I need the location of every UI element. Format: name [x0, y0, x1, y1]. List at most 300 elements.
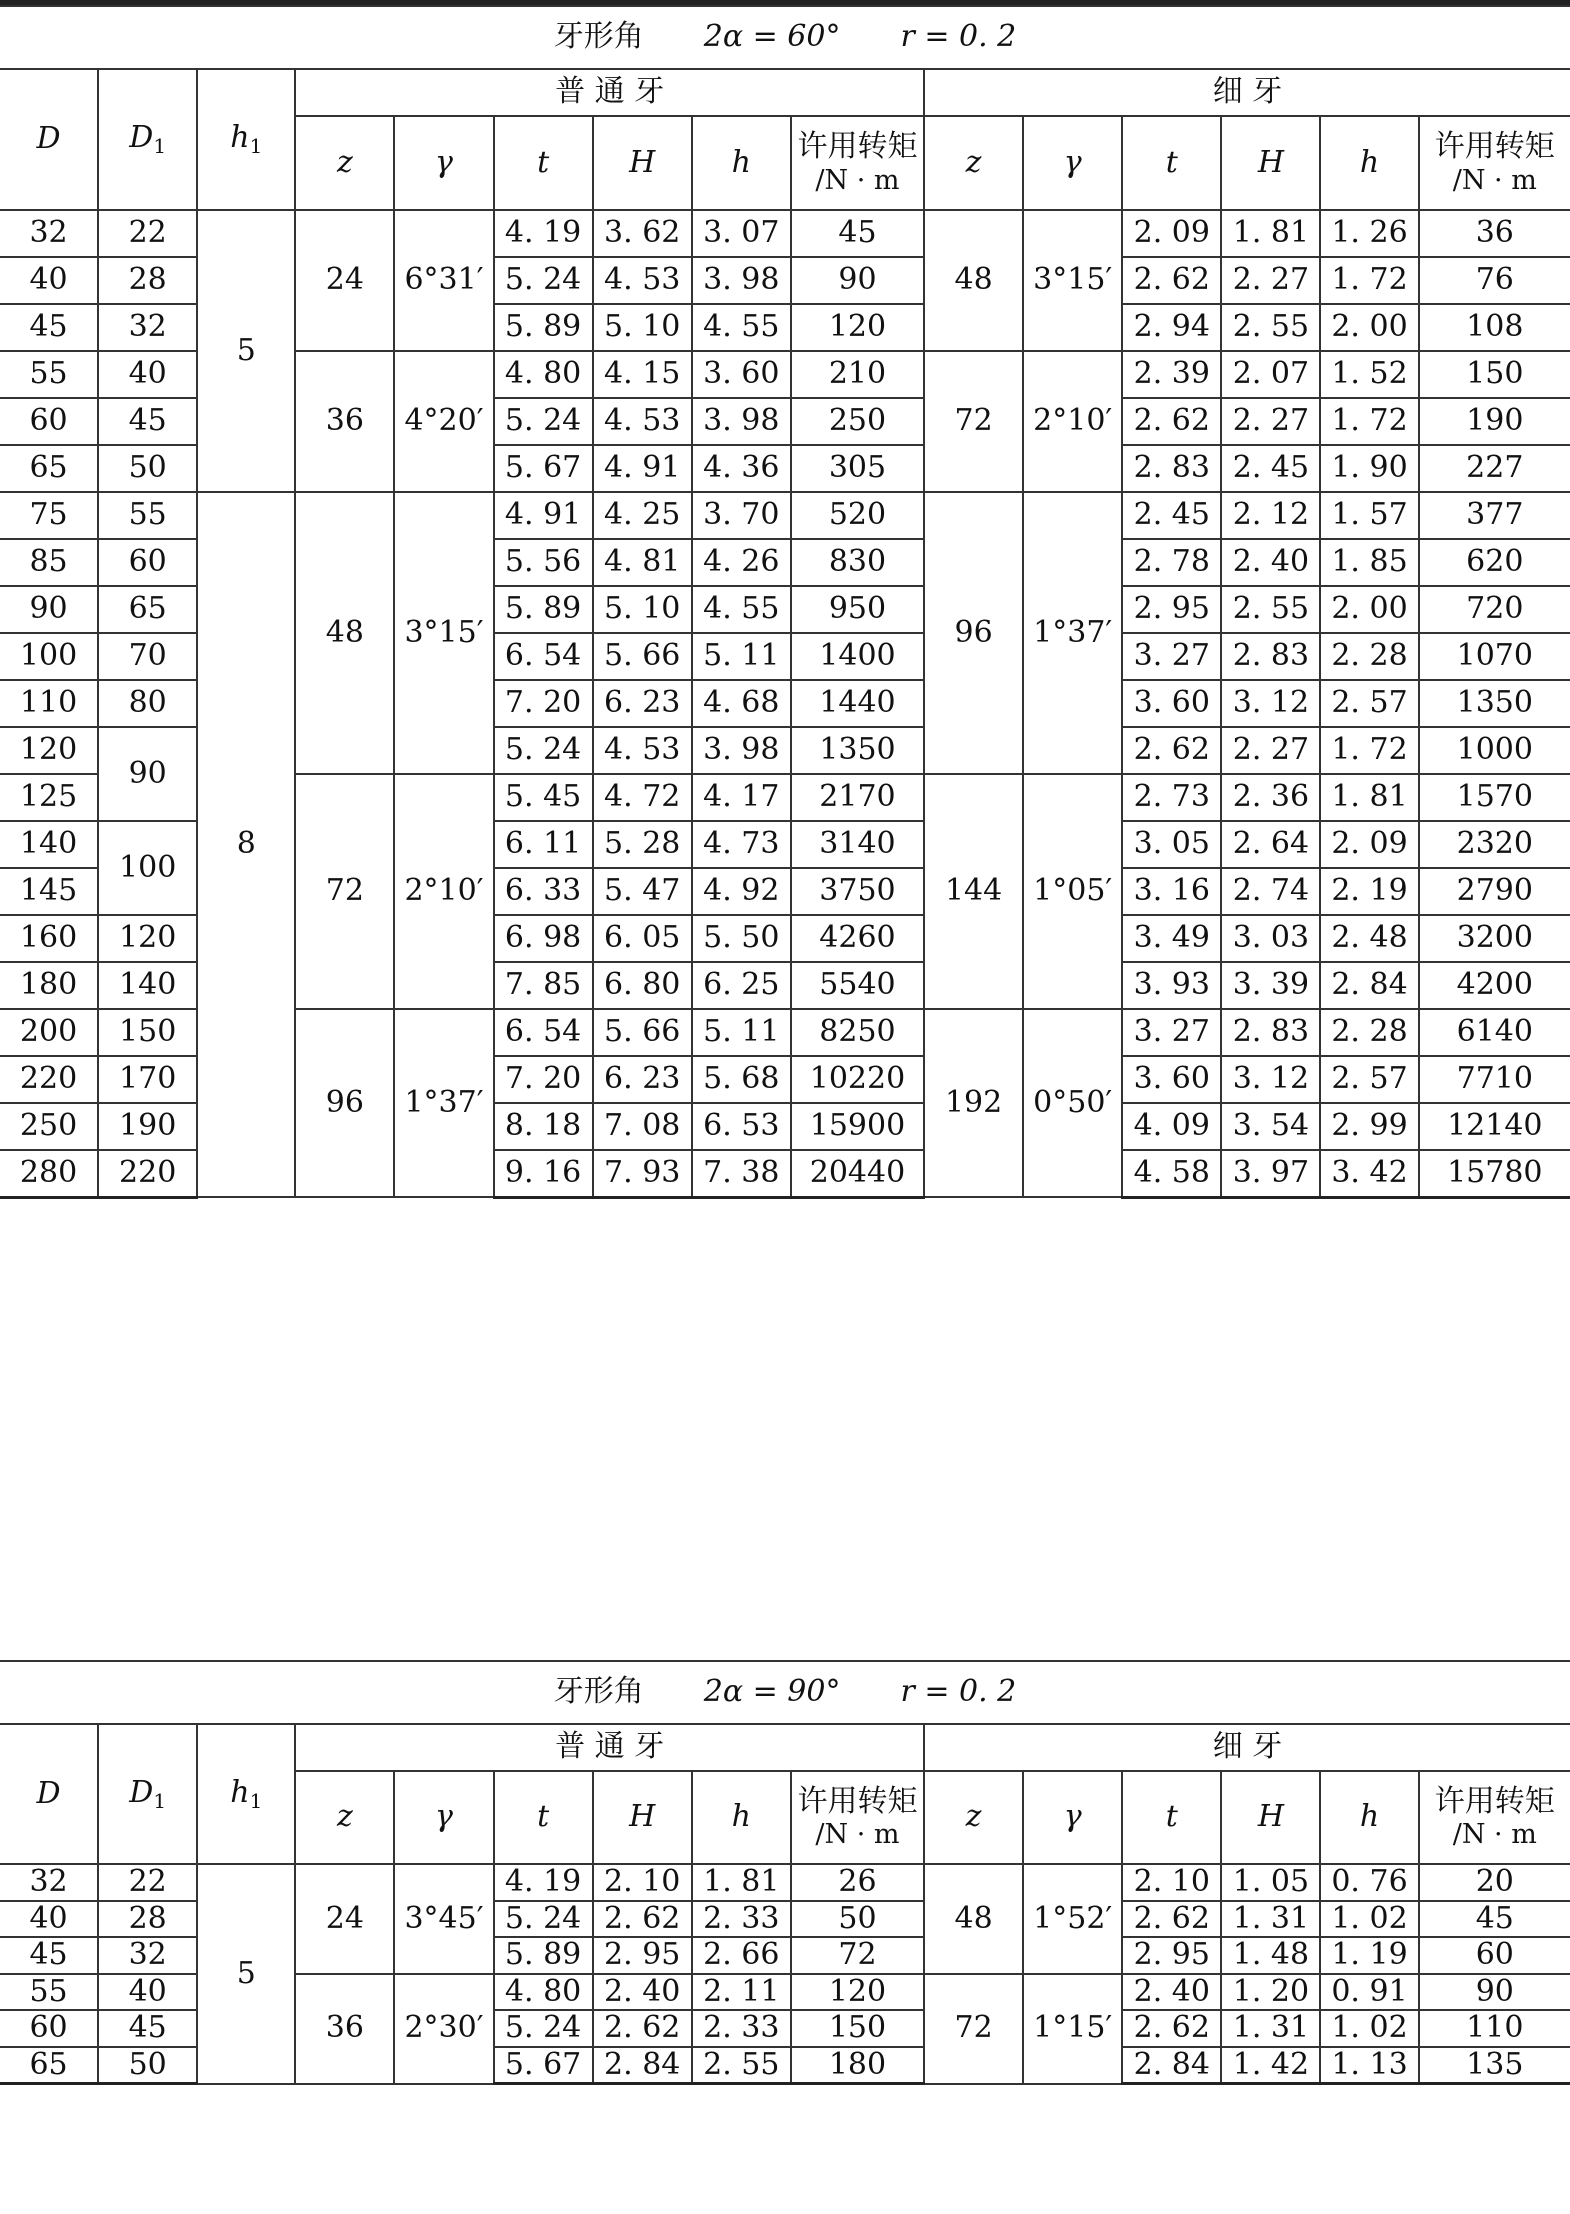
cell-fine-H-text: 2. 74: [1232, 873, 1310, 909]
cell-fine-H: [1221, 492, 1320, 539]
cell-normal-torque: [791, 492, 924, 539]
cell-fine-z-text: 144: [944, 873, 1003, 909]
cell-normal-torque: [791, 1103, 924, 1150]
cell-D: [0, 1937, 98, 1974]
cell-normal-H-text: 5. 10: [604, 309, 681, 345]
cell-fine-t: [1122, 1901, 1221, 1938]
cell-normal-t: [494, 257, 593, 304]
cell-normal-h: [692, 398, 791, 445]
cell-normal-H-text: 2. 95: [604, 1937, 681, 1972]
cell-fine-H-text: 1. 48: [1232, 1937, 1310, 1972]
cell-normal-z: [295, 1009, 394, 1197]
cell-normal-H: [593, 445, 692, 492]
cell-D1-text: 150: [119, 1014, 177, 1050]
cell-normal-torque-text: 305: [828, 450, 887, 486]
cell-fine-H: [1221, 1974, 1320, 2011]
fine-header-z: [924, 116, 1023, 210]
cell-fine-H: [1221, 821, 1320, 868]
cell-D: [0, 821, 98, 868]
cell-normal-H-text: 5. 66: [604, 1014, 681, 1050]
cell-normal-gamma-text: 4°20′: [404, 403, 484, 439]
normal-header-h-text: h: [731, 144, 751, 180]
header-h1-subscript: 1: [249, 134, 263, 158]
cell-fine-z: [924, 774, 1023, 1009]
cell-fine-gamma-text: 0°50′: [1033, 1084, 1113, 1120]
cell-fine-h-text: 1. 13: [1331, 2046, 1408, 2082]
cell-normal-torque: [791, 1009, 924, 1056]
cell-D: [0, 2010, 98, 2047]
cell-normal-torque-text: 1400: [819, 638, 896, 674]
cell-fine-H: [1221, 539, 1320, 586]
cell-normal-h-text: 7. 38: [703, 1155, 780, 1190]
caption-angle: 2α = 60°: [703, 19, 841, 55]
cell-fine-H-text: 3. 12: [1232, 685, 1310, 721]
cell-normal-torque-text: 20440: [809, 1155, 906, 1190]
header-D: [0, 1724, 98, 1864]
cell-fine-t-text: 3. 60: [1133, 1061, 1210, 1097]
cell-fine-h: [1320, 1864, 1418, 1901]
cell-h1: [197, 210, 295, 492]
cell-fine-z: [924, 1974, 1023, 2084]
cell-fine-t: [1122, 1009, 1221, 1056]
cell-normal-t-text: 4. 19: [504, 1864, 582, 1899]
cell-normal-t: [494, 1901, 593, 1938]
cell-fine-t-text: 2. 95: [1133, 1937, 1210, 1972]
cell-fine-t-text: 2. 62: [1133, 403, 1210, 439]
cell-fine-t-text: 2. 62: [1133, 1900, 1210, 1936]
caption-row: [0, 1661, 1570, 1724]
cell-normal-t: [494, 1103, 593, 1150]
cell-D1: [98, 539, 197, 586]
header-h1: [197, 1724, 295, 1864]
spline-table-2: [0, 1660, 1570, 2085]
cell-normal-t: [494, 539, 593, 586]
cell-fine-H: [1221, 1056, 1320, 1103]
cell-D: [0, 539, 98, 586]
cell-normal-H-text: 2. 84: [604, 2046, 681, 2082]
cell-normal-torque: [791, 257, 924, 304]
normal-header-gamma-text: γ: [435, 1799, 453, 1835]
cell-fine-gamma-text: 3°15′: [1033, 262, 1113, 298]
fine-header-t-text: t: [1165, 1799, 1178, 1835]
cell-normal-h-text: 2. 33: [703, 2010, 780, 2045]
cell-fine-h-text: 1. 02: [1331, 1900, 1408, 1936]
cell-normal-t: [494, 2047, 593, 2084]
cell-D1-text: 170: [119, 1061, 177, 1097]
cell-fine-z: [924, 492, 1023, 774]
cell-D1: [98, 492, 197, 539]
cell-fine-h: [1320, 304, 1418, 351]
cell-normal-gamma-text: 1°37′: [404, 1084, 484, 1120]
cell-normal-h: [692, 727, 791, 774]
cell-normal-H: [593, 398, 692, 445]
cell-normal-gamma-text: 6°31′: [404, 262, 484, 298]
cell-D: [0, 727, 98, 774]
cell-fine-H-text: 2. 55: [1232, 591, 1310, 627]
fine-header-H-text: H: [1257, 144, 1284, 180]
cell-fine-t: [1122, 257, 1221, 304]
cell-normal-H-text: 6. 05: [604, 920, 681, 956]
cell-fine-t-text: 2. 78: [1133, 544, 1210, 580]
cell-normal-H: [593, 492, 692, 539]
cell-fine-torque: [1419, 539, 1570, 586]
normal-header-gamma: [394, 116, 493, 210]
header-fine-tooth-text: 细 牙: [1212, 1729, 1283, 1765]
cell-D: [0, 1974, 98, 2011]
cell-fine-t: [1122, 398, 1221, 445]
cell-normal-h: [692, 445, 791, 492]
cell-fine-h-text: 2. 48: [1331, 920, 1408, 956]
cell-D1-text: 65: [128, 591, 167, 627]
cell-normal-h: [692, 915, 791, 962]
cell-normal-torque: [791, 915, 924, 962]
cell-normal-H: [593, 774, 692, 821]
cell-fine-torque-text: 1570: [1456, 779, 1533, 815]
cell-normal-H-text: 7. 93: [604, 1155, 681, 1190]
normal-header-gamma-text: γ: [435, 144, 453, 180]
cell-normal-h: [692, 1056, 791, 1103]
cell-fine-h-text: 2. 00: [1331, 309, 1408, 345]
cell-fine-torque: [1419, 445, 1570, 492]
normal-header-gamma: [394, 1771, 493, 1864]
cell-fine-t: [1122, 774, 1221, 821]
cell-fine-t-text: 2. 62: [1133, 2010, 1210, 2045]
cell-fine-h: [1320, 821, 1418, 868]
cell-normal-z-text: 36: [325, 403, 364, 439]
cell-normal-H: [593, 2047, 692, 2084]
cell-D: [0, 868, 98, 915]
cell-normal-t-text: 6. 98: [504, 920, 582, 956]
cell-D-text: 60: [29, 2010, 68, 2045]
cell-fine-h-text: 0. 91: [1331, 1973, 1408, 2009]
cell-normal-t-text: 5. 67: [504, 450, 582, 486]
cell-fine-t: [1122, 445, 1221, 492]
cell-fine-H-text: 2. 64: [1232, 826, 1310, 862]
cell-normal-z: [295, 774, 394, 1009]
cell-normal-z: [295, 210, 394, 351]
cell-fine-H: [1221, 1150, 1320, 1197]
cell-D: [0, 1901, 98, 1938]
cell-normal-t-text: 6. 11: [504, 826, 582, 862]
cell-fine-gamma: [1023, 492, 1122, 774]
cell-normal-h: [692, 257, 791, 304]
cell-fine-h-text: 2. 28: [1331, 1014, 1408, 1050]
cell-fine-torque: [1419, 1937, 1570, 1974]
cell-normal-t-text: 7. 20: [504, 1061, 582, 1097]
cell-fine-h: [1320, 1937, 1418, 1974]
cell-fine-torque: [1419, 727, 1570, 774]
cell-normal-h-text: 5. 11: [703, 638, 780, 674]
fine-header-h: [1320, 116, 1418, 210]
cell-fine-H: [1221, 257, 1320, 304]
cell-normal-t-text: 6. 54: [504, 1014, 582, 1050]
cell-normal-H: [593, 727, 692, 774]
cell-normal-t: [494, 492, 593, 539]
cell-normal-torque: [791, 727, 924, 774]
cell-fine-t: [1122, 680, 1221, 727]
cell-fine-t-text: 2. 10: [1133, 1864, 1210, 1899]
cell-fine-H-text: 2. 36: [1232, 779, 1310, 815]
cell-D1-text: 140: [119, 967, 177, 1003]
cell-fine-h: [1320, 962, 1418, 1009]
cell-fine-z-text: 72: [954, 403, 993, 439]
cell-normal-t-text: 4. 80: [504, 356, 582, 392]
cell-fine-t: [1122, 1937, 1221, 1974]
cell-normal-torque: [791, 1864, 924, 1901]
cell-normal-torque-text: 26: [838, 1864, 877, 1899]
cell-fine-t-text: 4. 09: [1133, 1108, 1210, 1144]
cell-fine-h: [1320, 492, 1418, 539]
cell-normal-torque-text: 5540: [819, 967, 896, 1003]
cell-fine-torque: [1419, 398, 1570, 445]
cell-D: [0, 398, 98, 445]
cell-fine-h-text: 1. 72: [1331, 732, 1408, 768]
cell-normal-torque-text: 45: [838, 215, 877, 251]
cell-fine-h: [1320, 680, 1418, 727]
cell-normal-h-text: 4. 73: [703, 826, 780, 862]
cell-D1: [98, 727, 197, 821]
cell-normal-gamma-text: 3°15′: [404, 614, 484, 650]
cell-D1: [98, 210, 197, 257]
cell-fine-h: [1320, 398, 1418, 445]
cell-normal-H-text: 4. 72: [604, 779, 681, 815]
fine-torque-label: 许用转矩: [1434, 1783, 1555, 1819]
cell-fine-t: [1122, 210, 1221, 257]
cell-D1: [98, 2010, 197, 2047]
cell-fine-z-text: 48: [954, 1900, 993, 1936]
cell-normal-h: [692, 633, 791, 680]
cell-D1: [98, 633, 197, 680]
cell-normal-h-text: 2. 55: [703, 2046, 780, 2082]
cell-fine-t: [1122, 1974, 1221, 2011]
cell-normal-H-text: 7. 08: [604, 1108, 681, 1144]
cell-normal-torque-text: 1440: [819, 685, 896, 721]
cell-fine-H-text: 2. 27: [1232, 403, 1310, 439]
cell-normal-h: [692, 1009, 791, 1056]
cell-D1: [98, 1864, 197, 1901]
fine-header-t: [1122, 116, 1221, 210]
normal-header-H: [593, 1771, 692, 1864]
cell-normal-torque-text: 2170: [819, 779, 896, 815]
cell-D1: [98, 821, 197, 915]
header-D1-text: D: [129, 1774, 154, 1810]
cell-fine-t-text: 4. 58: [1133, 1155, 1210, 1190]
cell-fine-torque: [1419, 1103, 1570, 1150]
cell-fine-torque-text: 6140: [1456, 1014, 1533, 1050]
cell-D: [0, 445, 98, 492]
cell-fine-H: [1221, 915, 1320, 962]
cell-fine-H: [1221, 304, 1320, 351]
cell-D-text: 200: [19, 1014, 78, 1050]
cell-fine-H: [1221, 1937, 1320, 1974]
cell-D-text: 40: [29, 262, 68, 298]
cell-normal-H: [593, 1009, 692, 1056]
cell-D1: [98, 1901, 197, 1938]
cell-fine-t: [1122, 351, 1221, 398]
cell-normal-h-text: 5. 68: [703, 1061, 780, 1097]
cell-D-text: 45: [29, 309, 68, 345]
cell-normal-z: [295, 1974, 394, 2084]
cell-normal-h-text: 2. 66: [703, 1937, 780, 1972]
cell-fine-torque: [1419, 680, 1570, 727]
cell-normal-H: [593, 868, 692, 915]
cell-fine-H: [1221, 2010, 1320, 2047]
cell-fine-h-text: 1. 19: [1331, 1937, 1408, 1972]
cell-normal-H: [593, 1974, 692, 2011]
cell-fine-h: [1320, 445, 1418, 492]
cell-normal-gamma: [394, 1974, 493, 2084]
cell-fine-H-text: 2. 07: [1232, 356, 1310, 392]
cell-fine-H-text: 1. 20: [1232, 1973, 1310, 2009]
cell-fine-t: [1122, 2010, 1221, 2047]
cell-D: [0, 774, 98, 821]
cell-fine-torque-text: 150: [1466, 356, 1524, 392]
cell-normal-H-text: 2. 62: [604, 2010, 681, 2045]
cell-fine-torque-text: 190: [1466, 403, 1524, 439]
cell-fine-h: [1320, 2010, 1418, 2047]
cell-normal-h: [692, 539, 791, 586]
cell-fine-t-text: 3. 49: [1133, 920, 1210, 956]
cell-normal-h-text: 3. 07: [703, 215, 780, 251]
cell-D1: [98, 1009, 197, 1056]
cell-normal-h: [692, 962, 791, 1009]
cell-D-text: 85: [29, 544, 68, 580]
normal-header-t-text: t: [537, 1799, 550, 1835]
cell-normal-h-text: 4. 17: [703, 779, 780, 815]
cell-fine-t-text: 2. 45: [1133, 497, 1210, 533]
cell-fine-t-text: 3. 27: [1133, 1014, 1210, 1050]
table-row: [0, 210, 1570, 257]
fine-header-h-text: h: [1359, 144, 1380, 180]
cell-fine-z-text: 72: [954, 2010, 993, 2046]
cell-normal-gamma-text: 2°10′: [404, 873, 484, 909]
cell-h1-text: 5: [236, 1955, 256, 1991]
cell-fine-gamma-text: 1°15′: [1033, 2010, 1113, 2046]
cell-normal-torque: [791, 962, 924, 1009]
cell-normal-torque: [791, 774, 924, 821]
cell-D: [0, 351, 98, 398]
normal-header-h: [692, 116, 791, 210]
cell-fine-h-text: 2. 99: [1331, 1108, 1408, 1144]
cell-normal-torque-text: 210: [828, 356, 887, 392]
normal-header-z: [295, 1771, 394, 1864]
normal-torque-label: 许用转矩: [797, 1783, 918, 1819]
header-D-text: D: [36, 1775, 61, 1811]
cell-D1: [98, 2047, 197, 2084]
cell-h1-text: 5: [236, 332, 256, 368]
cell-fine-H: [1221, 868, 1320, 915]
cell-fine-H-text: 2. 83: [1232, 1014, 1310, 1050]
fine-header-z-text: z: [965, 1799, 982, 1835]
cell-normal-torque-text: 3750: [819, 873, 896, 909]
cell-normal-H: [593, 351, 692, 398]
cell-fine-torque: [1419, 2010, 1570, 2047]
cell-normal-h-text: 4. 68: [703, 685, 780, 721]
cell-normal-H-text: 4. 53: [604, 262, 681, 298]
cell-fine-h: [1320, 257, 1418, 304]
fine-header-H: [1221, 1771, 1320, 1864]
header-h1-subscript: 1: [249, 1788, 263, 1813]
cell-normal-H: [593, 1103, 692, 1150]
cell-fine-torque: [1419, 304, 1570, 351]
cell-fine-H-text: 3. 54: [1232, 1108, 1310, 1144]
fine-header-gamma: [1023, 116, 1122, 210]
cell-fine-t-text: 2. 94: [1133, 309, 1210, 345]
cell-D-text: 60: [29, 403, 68, 439]
cell-normal-H: [593, 1937, 692, 1974]
header-fine-tooth: [924, 1724, 1570, 1771]
header-D-text: D: [36, 121, 61, 157]
caption-label: 牙形角: [553, 19, 644, 55]
cell-D1-text: 40: [128, 356, 167, 392]
cell-D: [0, 1103, 98, 1150]
cell-fine-t-text: 3. 27: [1133, 638, 1210, 674]
cell-D: [0, 1864, 98, 1901]
cell-fine-t-text: 3. 16: [1133, 873, 1210, 909]
cell-normal-torque: [791, 2047, 924, 2084]
cell-fine-torque: [1419, 210, 1570, 257]
cell-normal-H-text: 2. 62: [604, 1900, 681, 1936]
cell-normal-z-text: 48: [325, 614, 364, 650]
cell-fine-t-text: 2. 62: [1133, 262, 1210, 298]
cell-fine-H: [1221, 1009, 1320, 1056]
cell-fine-t: [1122, 727, 1221, 774]
cell-D1: [98, 257, 197, 304]
cell-fine-torque: [1419, 1150, 1570, 1197]
cell-fine-torque-text: 720: [1466, 591, 1524, 627]
cell-D1-text: 220: [119, 1155, 177, 1190]
cell-normal-H: [593, 1864, 692, 1901]
cell-normal-torque: [791, 586, 924, 633]
cell-D1: [98, 1103, 197, 1150]
cell-fine-t: [1122, 915, 1221, 962]
cell-D-text: 220: [19, 1061, 78, 1097]
cell-normal-torque-text: 150: [828, 2010, 887, 2045]
cell-normal-t-text: 5. 67: [504, 2046, 582, 2082]
cell-normal-H: [593, 821, 692, 868]
cell-fine-torque: [1419, 868, 1570, 915]
cell-normal-t: [494, 1009, 593, 1056]
cell-fine-gamma: [1023, 1009, 1122, 1197]
cell-fine-h-text: 2. 09: [1331, 826, 1408, 862]
cell-normal-H: [593, 680, 692, 727]
cell-D1-text: 190: [119, 1108, 177, 1144]
cell-fine-torque: [1419, 774, 1570, 821]
cell-D-text: 160: [19, 920, 78, 956]
cell-D1-text: 90: [128, 755, 167, 791]
cell-fine-H: [1221, 962, 1320, 1009]
normal-header-t: [494, 116, 593, 210]
normal-header-H: [593, 116, 692, 210]
cell-fine-t: [1122, 2047, 1221, 2084]
cell-fine-H-text: 1. 81: [1232, 215, 1310, 251]
cell-D-text: 75: [29, 497, 68, 533]
cell-fine-t-text: 2. 40: [1133, 1973, 1210, 2009]
cell-fine-h-text: 1. 57: [1331, 497, 1408, 533]
normal-header-h: [692, 1771, 791, 1864]
cell-D1-text: 100: [119, 849, 177, 885]
cell-normal-torque-text: 250: [828, 403, 887, 439]
cell-fine-H: [1221, 2047, 1320, 2084]
header-row-groups: [0, 69, 1570, 116]
cell-fine-h-text: 1. 81: [1331, 779, 1408, 815]
cell-normal-H-text: 4. 91: [604, 450, 681, 486]
cell-normal-H-text: 3. 62: [604, 215, 681, 251]
cell-fine-t-text: 3. 05: [1133, 826, 1210, 862]
cell-fine-torque: [1419, 257, 1570, 304]
cell-D1-text: 22: [128, 1864, 167, 1899]
cell-fine-H-text: 3. 12: [1232, 1061, 1310, 1097]
